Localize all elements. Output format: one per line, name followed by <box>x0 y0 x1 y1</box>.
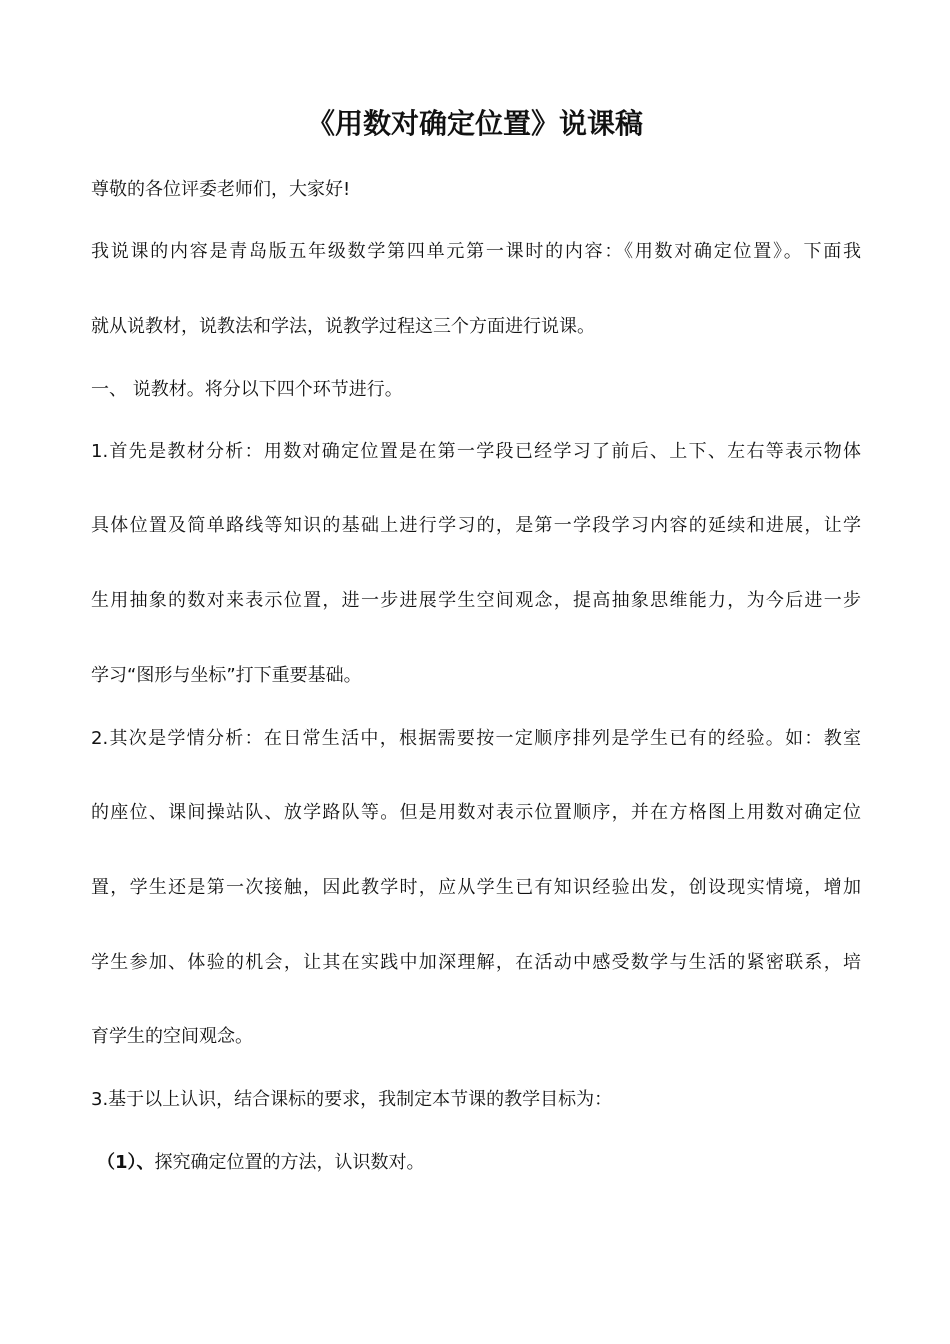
paragraph-line: 2.其次是学情分析：在日常生活中，根据需要按一定顺序排列是学生已有的经验。如：教室 <box>91 728 861 749</box>
paragraph-line: 1.首先是教材分析：用数对确定位置是在第一学段已经学习了前后、上下、左右等表示物体 <box>91 441 861 462</box>
objective-number: （1）、 <box>97 1152 155 1173</box>
section-heading: 一、 说教材。将分以下四个环节进行。 <box>91 379 403 400</box>
paragraph-line: 学习“图形与坐标”打下重要基础。 <box>91 665 362 686</box>
paragraph-line: 3.基于以上认识，结合课标的要求，我制定本节课的教学目标为： <box>91 1089 613 1110</box>
paragraph-line: 生用抽象的数对来表示位置，进一步进展学生空间观念，提高抽象思维能力，为今后进一步 <box>91 590 861 611</box>
objective-text: 探究确定位置的方法，认识数对。 <box>154 1152 425 1173</box>
paragraph-line: 的座位、课间操站队、放学路队等。但是用数对表示位置顺序，并在方格图上用数对确定位 <box>91 802 861 823</box>
paragraph-line: 置，学生还是第一次接触，因此教学时，应从学生已有知识经验出发，创设现实情境，增加 <box>91 877 861 898</box>
paragraph-line: 学生参加、体验的机会，让其在实践中加深理解，在活动中感受数学与生活的紧密联系，培 <box>91 952 861 973</box>
greeting-line: 尊敬的各位评委老师们，大家好! <box>91 179 351 200</box>
document-title: 《用数对确定位置》说课稿 <box>306 107 643 140</box>
paragraph-line: 育学生的空间观念。 <box>91 1026 253 1047</box>
paragraph-line: 具体位置及简单路线等知识的基础上进行学习的，是第一学段学习内容的延续和进展，让学 <box>91 515 861 536</box>
objective-item <box>97 1149 867 1177</box>
paragraph-line: 我说课的内容是青岛版五年级数学第四单元第一课时的内容：《用数对确定位置》。下面我 <box>91 241 861 262</box>
paragraph-line: 就从说教材，说教法和学法，说教学过程这三个方面进行说课。 <box>91 316 595 337</box>
